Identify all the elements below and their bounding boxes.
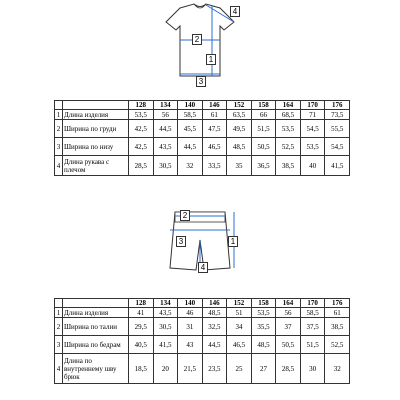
measurement-name: Ширина по груди: [63, 120, 129, 138]
table-cell: 35: [227, 156, 252, 176]
row-index: 1: [55, 308, 63, 318]
size-header: 128: [129, 299, 154, 308]
shirt-marker-2: 2: [192, 34, 202, 45]
table-cell: 45,5: [178, 120, 203, 138]
row-index: 4: [55, 354, 63, 384]
row-index: 2: [55, 318, 63, 336]
table-cell: 20: [153, 354, 178, 384]
table-cell: 43: [178, 336, 203, 354]
table-cell: 44,5: [153, 120, 178, 138]
table-header-row: [55, 299, 350, 308]
table-cell: 52,5: [276, 138, 301, 156]
measurement-name: Длина рукава с плечом: [63, 156, 129, 176]
table-cell: 30: [300, 354, 325, 384]
measurement-name: Ширина по талии: [63, 318, 129, 336]
table-cell: 58,5: [178, 110, 203, 120]
table-cell: 47,5: [202, 120, 227, 138]
shorts-diagram: [150, 200, 250, 280]
size-header: 170: [300, 101, 325, 110]
size-header: 128: [129, 101, 154, 110]
table-cell: 46,5: [227, 336, 252, 354]
table-cell: 41,5: [153, 336, 178, 354]
table-cell: 66: [251, 110, 276, 120]
size-header: 146: [202, 101, 227, 110]
table-cell: 28,5: [276, 354, 301, 384]
table-row: [55, 156, 350, 176]
shirt-marker-4: 4: [230, 6, 240, 17]
table-cell: 29,5: [129, 318, 154, 336]
table-cell: 41: [129, 308, 154, 318]
shirt-diagram: [150, 0, 250, 90]
size-header: 134: [153, 299, 178, 308]
table-cell: 21,5: [178, 354, 203, 384]
table-row: [55, 354, 350, 384]
row-index: 3: [55, 138, 63, 156]
table-cell: 53,5: [251, 308, 276, 318]
row-index: 3: [55, 336, 63, 354]
size-header: 158: [251, 299, 276, 308]
table-cell: 55,5: [325, 120, 350, 138]
size-header: 152: [227, 101, 252, 110]
measurement-name: Ширина по низу: [63, 138, 129, 156]
table-row: [55, 138, 350, 156]
table-cell: 44,5: [178, 138, 203, 156]
shorts-table-body: [55, 308, 350, 384]
table-cell: 58,5: [300, 308, 325, 318]
table-cell: 43,5: [153, 138, 178, 156]
row-index: 2: [55, 120, 63, 138]
shorts-marker-4: 4: [198, 262, 208, 273]
size-header: 170: [300, 299, 325, 308]
table-cell: 32,5: [202, 318, 227, 336]
measurement-name: Длина по внутреннему шву брюк: [63, 354, 129, 384]
table-cell: 23,5: [202, 354, 227, 384]
table-cell: 32: [178, 156, 203, 176]
table-cell: 30,5: [153, 318, 178, 336]
table-cell: 48,5: [202, 308, 227, 318]
shirt-table-body: [55, 110, 350, 176]
table-row: [55, 308, 350, 318]
table-cell: 38,5: [325, 318, 350, 336]
row-index: 1: [55, 110, 63, 120]
table-cell: 33,5: [202, 156, 227, 176]
shorts-size-table: [54, 298, 350, 384]
measurement-name: Длина изделия: [63, 110, 129, 120]
size-header: 140: [178, 101, 203, 110]
table-cell: 56: [153, 110, 178, 120]
shirt-marker-3: 3: [196, 76, 206, 87]
size-header: 146: [202, 299, 227, 308]
table-header-row: [55, 101, 350, 110]
size-header: 134: [153, 101, 178, 110]
header-blank: [55, 101, 63, 110]
table-cell: 51: [227, 308, 252, 318]
table-row: [55, 120, 350, 138]
table-cell: 32: [325, 354, 350, 384]
shorts-marker-3: 3: [176, 236, 186, 247]
table-cell: 73,5: [325, 110, 350, 120]
table-cell: 40,5: [129, 336, 154, 354]
size-header: 164: [276, 101, 301, 110]
table-cell: 31: [178, 318, 203, 336]
measurement-name: Ширина по бедрам: [63, 336, 129, 354]
table-cell: 71: [300, 110, 325, 120]
table-cell: 49,5: [227, 120, 252, 138]
table-cell: 56: [276, 308, 301, 318]
table-cell: 44,5: [202, 336, 227, 354]
table-cell: 34: [227, 318, 252, 336]
table-cell: 68,5: [276, 110, 301, 120]
table-row: [55, 318, 350, 336]
table-cell: 36,5: [251, 156, 276, 176]
table-cell: 51,5: [251, 120, 276, 138]
table-cell: 54,5: [300, 120, 325, 138]
table-cell: 37,5: [300, 318, 325, 336]
table-cell: 48,5: [251, 336, 276, 354]
size-header: 176: [325, 299, 350, 308]
measurement-name: Длина изделия: [63, 308, 129, 318]
shorts-marker-2: 2: [180, 210, 190, 221]
table-cell: 42,5: [129, 120, 154, 138]
size-header: 152: [227, 299, 252, 308]
table-cell: 27: [251, 354, 276, 384]
table-cell: 50,5: [251, 138, 276, 156]
size-header: 158: [251, 101, 276, 110]
table-cell: 28,5: [129, 156, 154, 176]
table-cell: 61: [325, 308, 350, 318]
table-cell: 46: [178, 308, 203, 318]
row-index: 4: [55, 156, 63, 176]
table-cell: 38,5: [276, 156, 301, 176]
table-cell: 18,5: [129, 354, 154, 384]
table-cell: 53,5: [276, 120, 301, 138]
table-cell: 41,5: [325, 156, 350, 176]
size-header: 140: [178, 299, 203, 308]
table-cell: 30,5: [153, 156, 178, 176]
shorts-marker-1: 1: [228, 236, 238, 247]
table-cell: 61: [202, 110, 227, 120]
table-row: [55, 110, 350, 120]
size-header: 164: [276, 299, 301, 308]
header-name-blank: [63, 101, 129, 110]
header-blank: [55, 299, 63, 308]
table-cell: 51,5: [300, 336, 325, 354]
size-header: 176: [325, 101, 350, 110]
shirt-size-table: [54, 100, 350, 176]
table-cell: 46,5: [202, 138, 227, 156]
table-cell: 43,5: [153, 308, 178, 318]
table-cell: 35,5: [251, 318, 276, 336]
table-cell: 53,5: [300, 138, 325, 156]
table-row: [55, 336, 350, 354]
table-cell: 53,5: [129, 110, 154, 120]
shirt-marker-1: 1: [206, 54, 216, 65]
table-cell: 54,5: [325, 138, 350, 156]
table-cell: 50,5: [276, 336, 301, 354]
table-cell: 63,5: [227, 110, 252, 120]
table-cell: 25: [227, 354, 252, 384]
table-cell: 42,5: [129, 138, 154, 156]
table-cell: 52,5: [325, 336, 350, 354]
table-cell: 40: [300, 156, 325, 176]
header-name-blank: [63, 299, 129, 308]
table-cell: 37: [276, 318, 301, 336]
table-cell: 48,5: [227, 138, 252, 156]
